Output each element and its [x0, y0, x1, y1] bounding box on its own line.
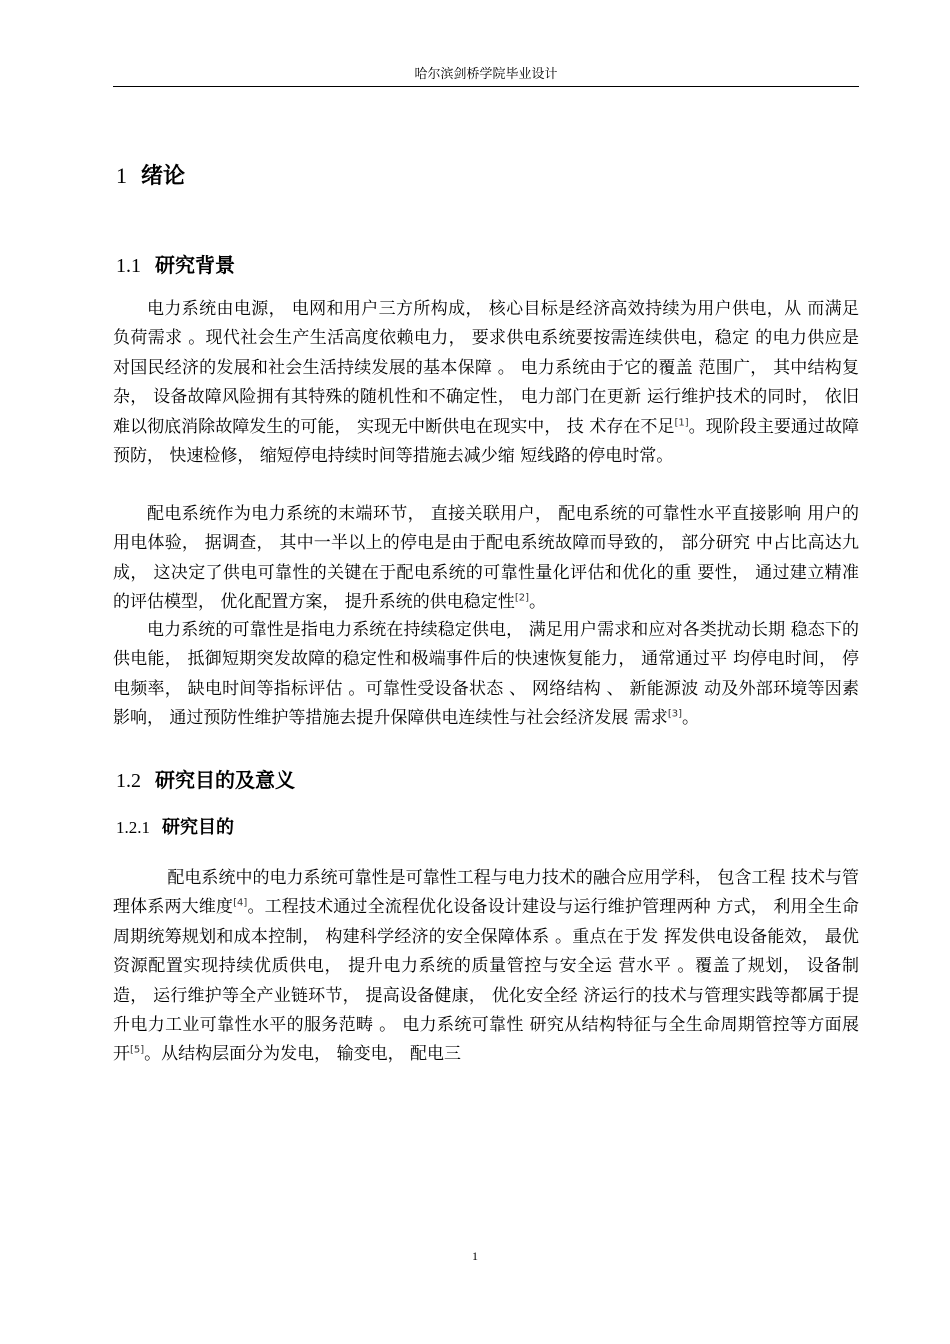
section-title: 研究背景	[155, 253, 235, 277]
section-heading-1-1	[116, 251, 235, 280]
paragraph-text: 电力系统由电源， 电网和用户三方所构成， 核心目标是经济高效持续为用户供电，从 而满足负荷需求 。现代社会生产生活高度依赖电力， 要求供电系统要按需连续供电，稳定 的电力供应是对国民经济的发展和社会生活持续发展的基本保障 。 电力系统由于它的覆盖 范围广， 其中结构复杂， 设备故障风险拥有其特殊的随机性和不确定性， 电力部门在更新 运行维护技术的同时， 依旧难以彻底消除故障发生的可能， 实现无中断供电在现实中， 技 术存在不足	[113, 299, 859, 437]
body-paragraph-2	[113, 500, 859, 618]
citation-ref: [2]	[514, 592, 529, 604]
page-number: 1	[472, 1249, 478, 1263]
paragraph-text: 。工程技术通过全流程优化设备设计建设与运行维护管理两种 方式， 利用全生命周期统筹规划和成本控制， 构建科学经济的安全保障体系 。重点在于发 挥发供电设备能效， 最优资源配置实现持续优质供电， 提升电力系统的质量管控与安全运 营水平 。覆盖了规划， 设备制造， 运行维护等全产业链环节， 提高设备健康， 优化安全经 济运行的技术与管理实践等都属于提升电力工业可靠性水平的服务范畴 。 电力系统可靠性 研究从结构特征与全生命周期管控等方面展开	[113, 897, 860, 1065]
section-number: 1.1	[116, 255, 141, 277]
section-number: 1.2	[116, 770, 141, 792]
subsection-title: 研究目的	[162, 817, 234, 838]
header-title: 哈尔滨剑桥学院毕业设计	[414, 67, 558, 82]
chapter-title: 绪论	[141, 164, 186, 189]
paragraph-text: 配电系统中的电力系统可靠性是可靠性工程与电力技术的融合应用学科， 包含工程 技术与管理体系两大维度	[113, 868, 859, 918]
subsection-number: 1.2.1	[116, 818, 150, 837]
section-heading-1-2	[116, 766, 295, 795]
citation-ref: [4]	[233, 897, 248, 909]
citation-ref: [3]	[667, 708, 682, 720]
subsection-heading-1-2-1	[116, 815, 234, 841]
paragraph-text: 电力系统的可靠性是指电力系统在持续稳定供电， 满足用户需求和应对各类扰动长期 稳态下的供电能， 抵御短期突发故障的稳定性和极端事件后的快速恢复能力， 通常通过平 均停电时间， 停电频率， 缺电时间等指标评估 。可靠性受设备状态 、 网络结构 、 新能源波 动及外部环境等因素影响， 通过预防性维护等措施去提升保障供电连续性与社会经济发展 需求	[113, 620, 859, 729]
body-paragraph-3	[113, 616, 859, 734]
paragraph-text: 。	[528, 592, 546, 613]
paragraph-text: 。现阶段主要通过故障预防， 快速检修， 缩短停电持续时间等措施去减少缩 短线路的停电时常。	[113, 416, 859, 467]
body-paragraph-4	[113, 864, 859, 1070]
paragraph-text: 。从结构层面分为发电， 输变电， 配电三	[144, 1044, 461, 1065]
section-title: 研究目的及意义	[155, 768, 295, 792]
body-paragraph-1	[113, 295, 859, 471]
paragraph-text: 。	[681, 708, 699, 729]
paragraph-text: 配电系统作为电力系统的末端环节， 直接关联用户， 配电系统的可靠性水平直接影响 用户的用电体验， 据调查， 其中一半以上的停电是由于配电系统故障而导致的， 部分研究 中占比高达九成， 这决定了供电可靠性的关键在于配电系统的可靠性量化评估和优化的重 要性， 通过建立精准的评估模型， 优化配置方案， 提升系统的供电稳定性	[113, 504, 859, 613]
citation-ref: [1]	[674, 416, 689, 428]
citation-ref: [5]	[130, 1044, 145, 1056]
running-header	[113, 64, 859, 87]
chapter-number: 1	[116, 163, 127, 188]
chapter-heading	[116, 161, 185, 192]
